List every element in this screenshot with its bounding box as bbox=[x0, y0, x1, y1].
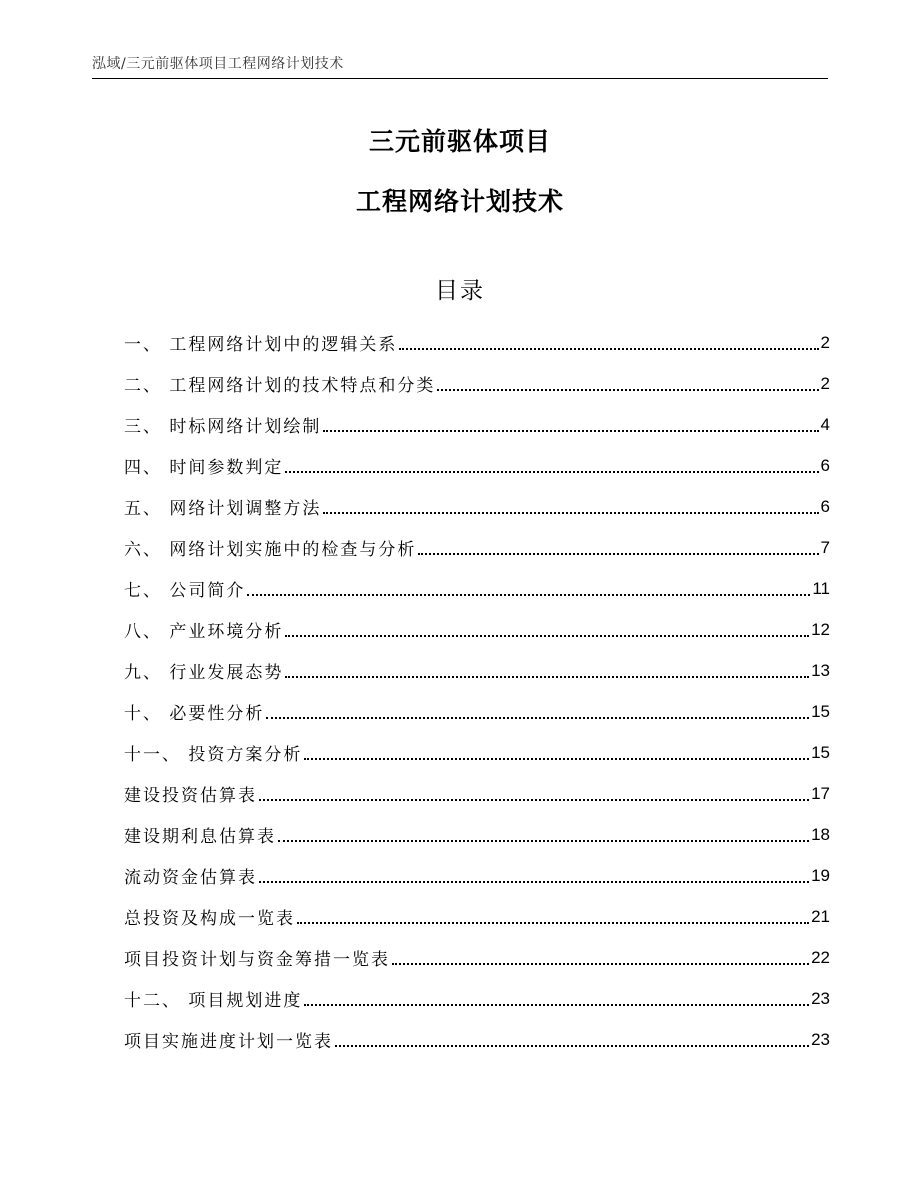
toc-entry[interactable] bbox=[124, 568, 830, 609]
toc-leader-dots bbox=[278, 839, 809, 842]
toc-entry[interactable] bbox=[124, 855, 830, 896]
toc-leader-dots bbox=[399, 347, 818, 350]
toc-entry[interactable] bbox=[124, 814, 830, 855]
toc-entry-page: 4 bbox=[820, 414, 830, 434]
toc-entry-label: 九、 行业发展态势 bbox=[124, 663, 284, 683]
toc-entry-label: 项目实施进度计划一览表 bbox=[124, 1032, 333, 1052]
toc-entry[interactable] bbox=[124, 445, 830, 486]
toc-entry-page: 15 bbox=[811, 701, 830, 721]
toc-leader-dots bbox=[247, 593, 810, 596]
toc-leader-dots bbox=[323, 429, 818, 432]
toc-leader-dots bbox=[259, 798, 809, 801]
toc-entry-page: 23 bbox=[811, 1029, 830, 1049]
toc-entry-label: 二、 工程网络计划的技术特点和分类 bbox=[124, 376, 436, 396]
document-title-line-2: 工程网络计划技术 bbox=[355, 187, 564, 216]
toc-entry-page: 13 bbox=[811, 660, 830, 680]
toc-entry-label: 七、 公司简介 bbox=[124, 581, 246, 601]
document-title-line-1: 三元前驱体项目 bbox=[368, 127, 551, 156]
toc-leader-dots bbox=[259, 880, 809, 883]
toc-entry-label: 建设投资估算表 bbox=[124, 786, 257, 806]
toc-heading: 目录 bbox=[435, 278, 485, 304]
toc-entry[interactable] bbox=[124, 978, 830, 1019]
toc-entry-label: 五、 网络计划调整方法 bbox=[124, 499, 322, 519]
toc-entry-label: 总投资及构成一览表 bbox=[124, 909, 295, 929]
toc-entry[interactable] bbox=[124, 732, 830, 773]
toc-entry[interactable] bbox=[124, 486, 830, 527]
toc-entry-label: 建设期利息估算表 bbox=[124, 827, 276, 847]
toc-entry-page: 21 bbox=[811, 906, 830, 926]
toc-entry[interactable] bbox=[124, 896, 830, 937]
toc-entry-label: 流动资金估算表 bbox=[124, 868, 257, 888]
running-header: 泓域/三元前驱体项目工程网络计划技术 bbox=[92, 56, 344, 72]
toc-entry-label: 十、 必要性分析 bbox=[124, 704, 265, 724]
toc-entry[interactable] bbox=[124, 937, 830, 978]
toc-leader-dots bbox=[304, 1003, 809, 1006]
toc-entry-page: 23 bbox=[811, 988, 830, 1008]
header-divider bbox=[92, 78, 828, 79]
toc-entry-page: 12 bbox=[811, 619, 830, 639]
toc-entry[interactable] bbox=[124, 609, 830, 650]
toc-entry-page: 6 bbox=[820, 496, 830, 516]
toc-leader-dots bbox=[418, 552, 818, 555]
toc-leader-dots bbox=[304, 757, 809, 760]
toc-entry[interactable] bbox=[124, 527, 830, 568]
toc-entry-label: 八、 产业环境分析 bbox=[124, 622, 284, 642]
toc-entry-label: 三、 时标网络计划绘制 bbox=[124, 417, 322, 437]
toc-entry[interactable] bbox=[124, 691, 830, 732]
toc-entry[interactable] bbox=[124, 773, 830, 814]
table-of-contents bbox=[124, 322, 830, 1060]
toc-entry-label: 十二、 项目规划进度 bbox=[124, 991, 303, 1011]
toc-entry[interactable] bbox=[124, 322, 830, 363]
toc-leader-dots bbox=[335, 1044, 809, 1047]
toc-leader-dots bbox=[297, 921, 809, 924]
toc-entry-page: 6 bbox=[820, 455, 830, 475]
toc-entry[interactable] bbox=[124, 650, 830, 691]
toc-entry-label: 六、 网络计划实施中的检查与分析 bbox=[124, 540, 417, 560]
toc-entry-page: 22 bbox=[811, 947, 830, 967]
toc-leader-dots bbox=[285, 675, 809, 678]
toc-leader-dots bbox=[437, 388, 818, 391]
toc-entry-page: 18 bbox=[811, 824, 830, 844]
toc-entry-page: 15 bbox=[811, 742, 830, 762]
toc-entry-page: 2 bbox=[820, 373, 830, 393]
toc-leader-dots bbox=[285, 634, 809, 637]
toc-leader-dots bbox=[392, 962, 809, 965]
toc-leader-dots bbox=[323, 511, 818, 514]
toc-entry-label: 项目投资计划与资金筹措一览表 bbox=[124, 950, 390, 970]
toc-entry-page: 7 bbox=[820, 537, 830, 557]
toc-entry[interactable] bbox=[124, 404, 830, 445]
toc-entry-label: 十一、 投资方案分析 bbox=[124, 745, 303, 765]
toc-entry[interactable] bbox=[124, 363, 830, 404]
toc-entry-page: 19 bbox=[811, 865, 830, 885]
toc-entry-label: 一、 工程网络计划中的逻辑关系 bbox=[124, 335, 398, 355]
toc-entry[interactable] bbox=[124, 1019, 830, 1060]
toc-leader-dots bbox=[266, 716, 809, 719]
toc-leader-dots bbox=[285, 470, 818, 473]
toc-entry-page: 2 bbox=[820, 332, 830, 352]
toc-entry-page: 11 bbox=[812, 578, 830, 598]
toc-entry-label: 四、 时间参数判定 bbox=[124, 458, 284, 478]
toc-entry-page: 17 bbox=[811, 783, 830, 803]
